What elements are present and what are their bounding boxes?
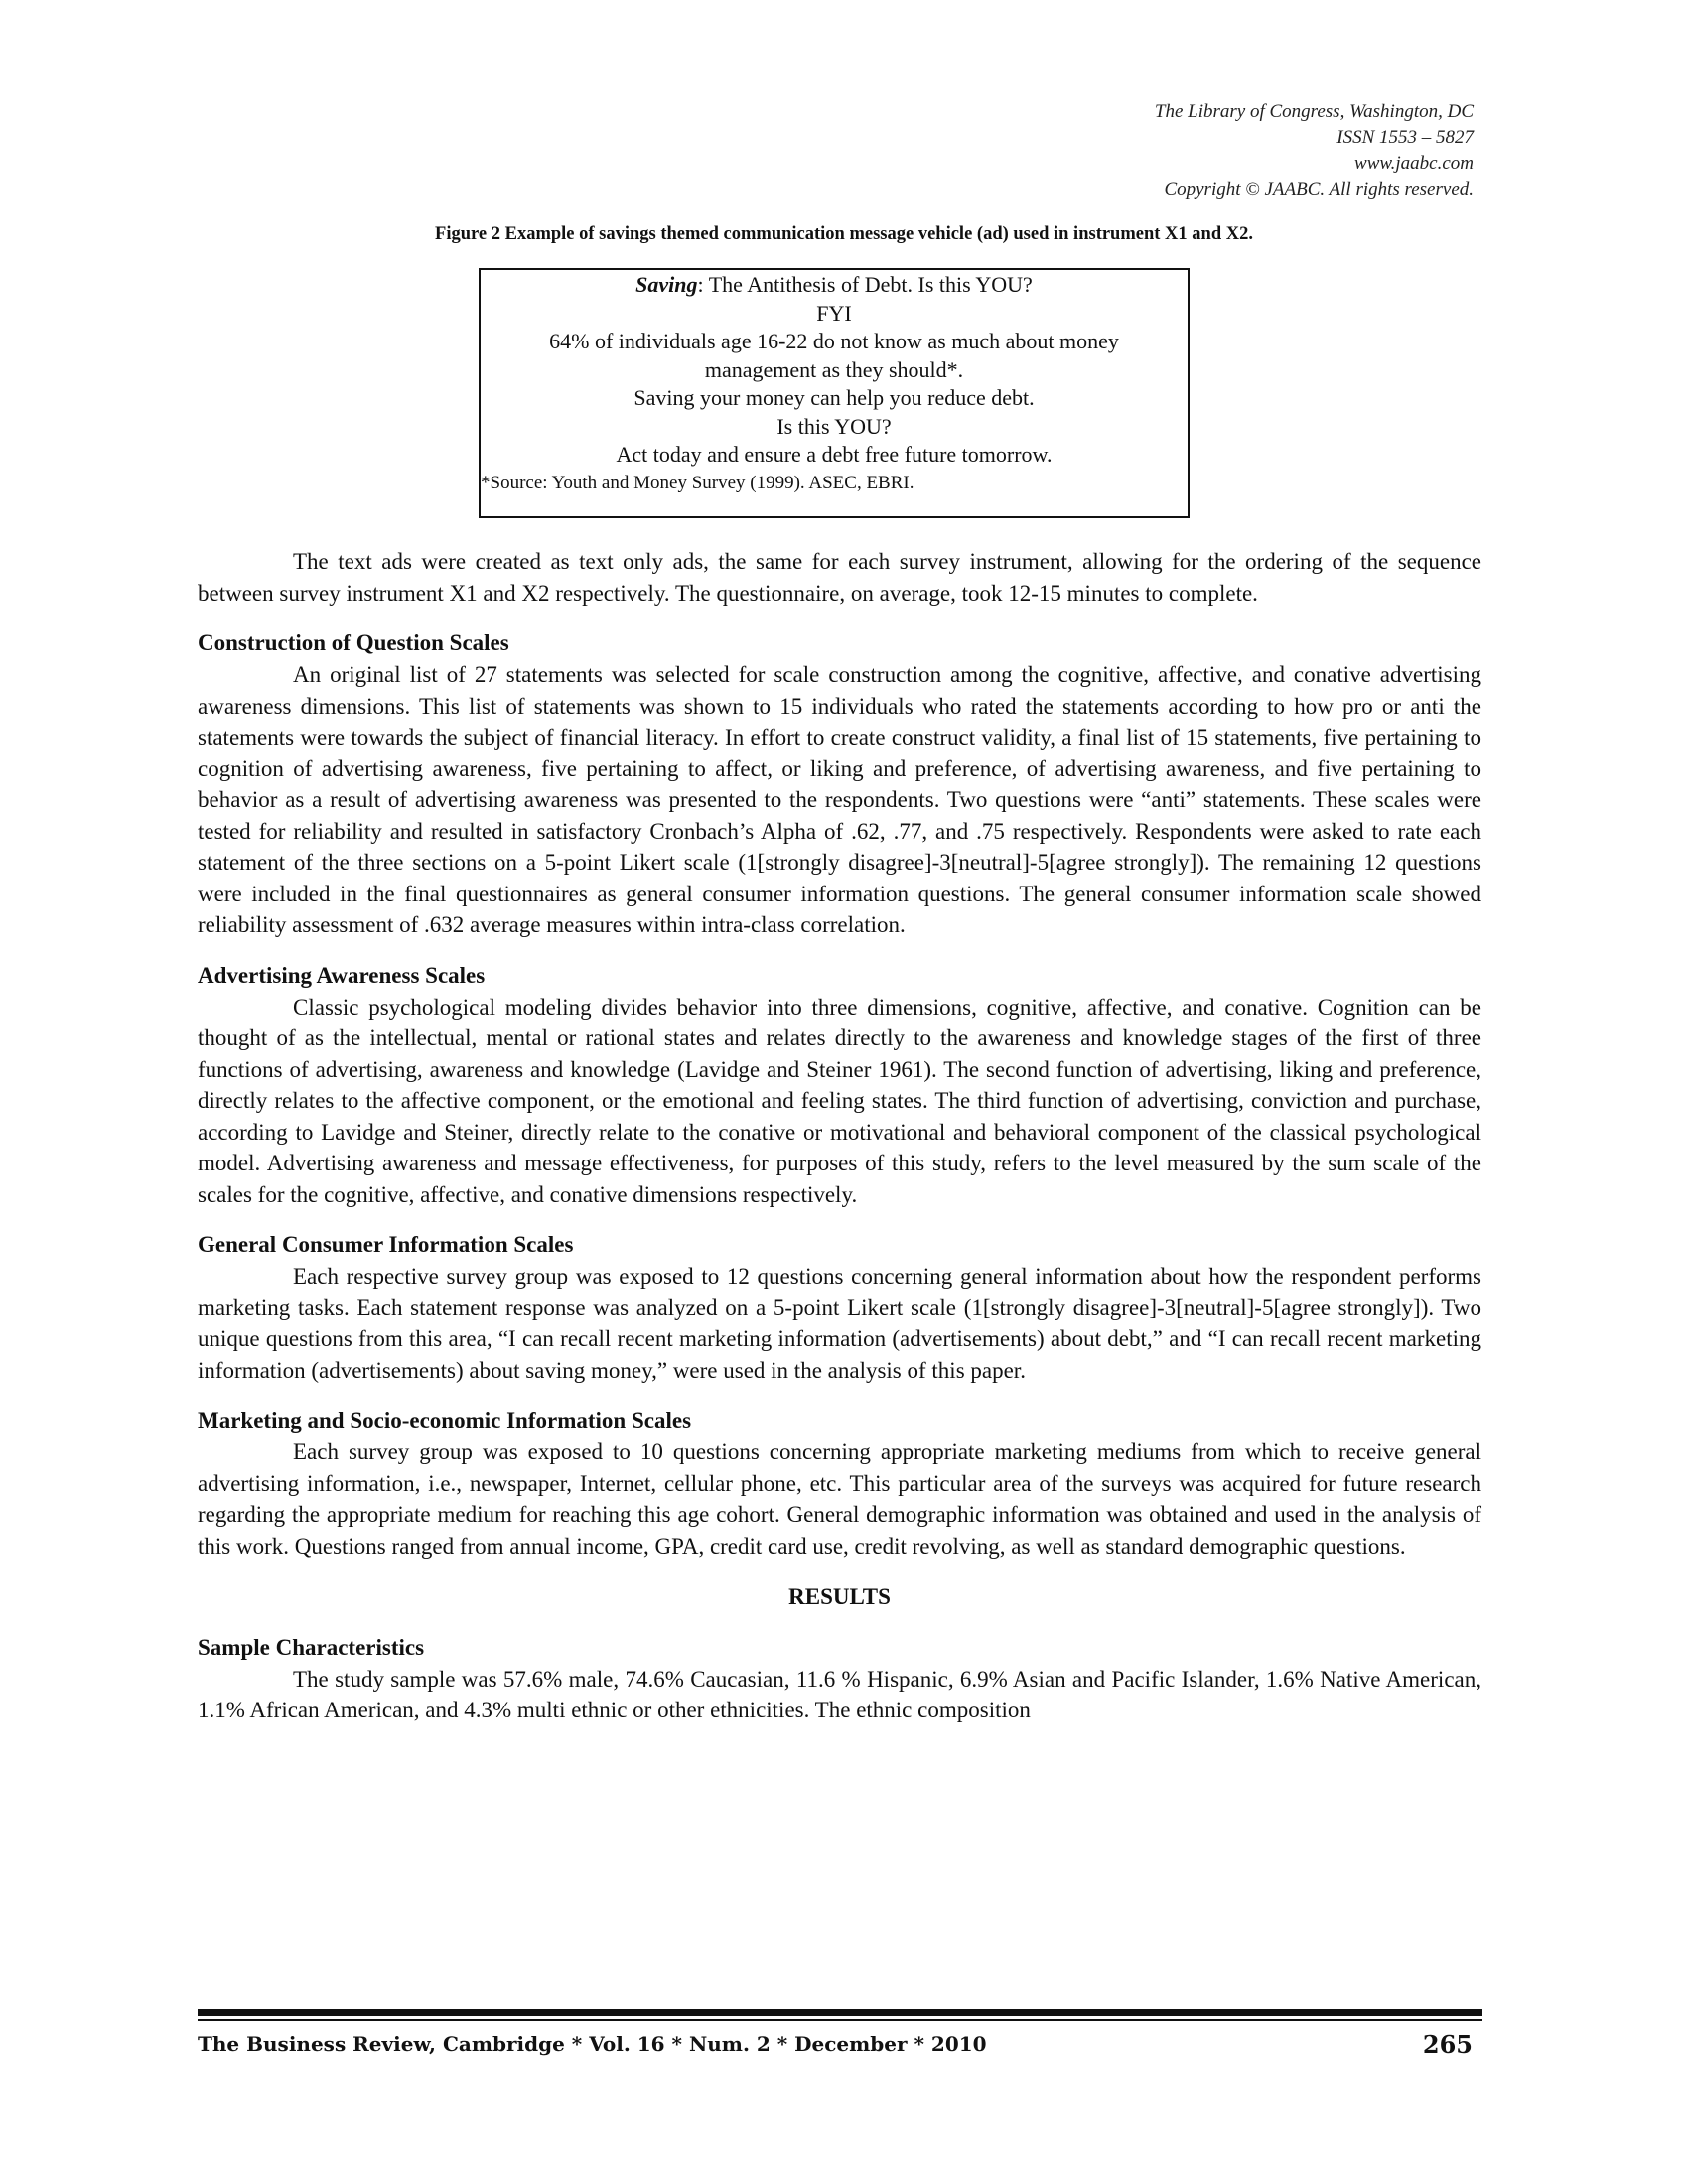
section-heading-awareness: Advertising Awareness Scales	[198, 962, 486, 988]
ad-line-action: Act today and ensure a debt free future tomorrow.	[616, 442, 1053, 467]
section-heading-marketing: Marketing and Socio-economic Information Scales	[198, 1408, 692, 1433]
ad-line-question: Is this YOU?	[776, 413, 892, 439]
paragraph-construction: An original list of 27 statements was selected for scale construction among the cognitive, affective, and conative advertising awareness dimensions. This list of statements was shown to 15 individuals who rated the statements according to how pro or anti the statements were towards the subject of financial literacy. In effort to create construct validity, a final list of 15 statements, five pertaining to cognition of advertising awareness, five pertaining to affect, or liking and preference, of advertising awareness, and five pertaining to behavior as a result of advertising awareness was presented to the respondents. Two questions were “anti” statements. These scales were tested for reliability and resulted in satisfactory Cronbach’s Alpha of .62, .77, and .75 respectively. Respondents were asked to rate each statement of the three sections on a 5-point Likert scale (1[strongly disagree]-3[neutral]-5[agree strongly]). The remaining 12 questions were included in the final questionnaires as general consumer information questions. The general consumer information scale showed reliability assessment of .632 average measures within intra-class correlation.	[198, 662, 1481, 937]
ad-example-box	[479, 268, 1190, 518]
footer-journal-citation: The Business Review, Cambridge * Vol. 16 * Num. 2 * December * 2010	[198, 2032, 987, 2056]
results-heading: RESULTS	[788, 1584, 891, 1609]
section-heading-consumer-info: General Consumer Information Scales	[198, 1232, 574, 1257]
header-line-library: The Library of Congress, Washington, DC	[1154, 101, 1474, 122]
section-heading-construction: Construction of Question Scales	[198, 630, 509, 655]
ad-line-fyi: FYI	[816, 300, 852, 326]
ad-line-saving: Saving your money can help you reduce debt.	[633, 385, 1035, 410]
header-line-copyright: Copyright © JAABC. All rights reserved.	[1164, 179, 1474, 200]
paragraph-consumer-info: Each respective survey group was exposed to 12 questions concerning general information about how the respondent performs marketing tasks. Each statement response was analyzed on a 5-point Likert scale (1[strongly disagree]-3[neutral]-5[agree strongly]). Two unique questions from this area, “I can recall recent marketing information (advertisements) about debt,” and “I can recall recent marketing information (advertisements) about saving money,” were used in the analysis of this paper.	[198, 1264, 1481, 1383]
journal-header	[1155, 99, 1474, 203]
header-line-issn: ISSN 1553 – 5827	[1336, 127, 1474, 148]
ad-line-stat: 64% of individuals age 16-22 do not know as much about money	[549, 329, 1119, 353]
ad-title-emphasis: Saving	[635, 272, 698, 297]
paragraph-sample: The study sample was 57.6% male, 74.6% Caucasian, 11.6 % Hispanic, 6.9% Asian and Pacific Islander, 1.6% Native American, 1.1% African American, and 4.3% multi ethnic or other ethnicities. The ethnic composition	[198, 1666, 1481, 1722]
ad-line-stat-cont: management as they should*.	[704, 356, 964, 382]
section-heading-sample: Sample Characteristics	[198, 1634, 425, 1660]
ad-source: *Source: Youth and Money Survey (1999). ASEC, EBRI.	[481, 472, 914, 493]
footer-thick-rule	[198, 2009, 1482, 2016]
footer-thin-rule	[198, 2019, 1482, 2021]
paragraph-awareness: Classic psychological modeling divides behavior into three dimensions, cognitive, affective, and conative. Cognition can be thought of as the intellectual, mental or rational states and relates directly to the awareness and knowledge stages of the first of three functions of advertising, awareness and knowledge (Lavidge and Steiner 1961). The second function of advertising, liking and preference, directly relates to the affective component, or the emotional and feeling states. The third function of advertising, conviction and purchase, according to Lavidge and Steiner, directly relate to the conative or motivational and behavioral component of the classical psychological model. Advertising awareness and message effectiveness, for purposes of this study, refers to the level measured by the sum scale of the scales for the cognitive, affective, and conative dimensions respectively.	[198, 994, 1481, 1207]
intro-paragraph: The text ads were created as text only ads, the same for each survey instrument, allowing for the ordering of the sequence between survey instrument X1 and X2 respectively. The questionnaire, on average, took 12-15 minutes to complete.	[198, 549, 1481, 606]
ad-title	[481, 271, 1188, 300]
page-number: 265	[1422, 2030, 1473, 2059]
article-body	[198, 546, 1481, 1726]
figure-caption: Figure 2 Example of savings themed communication message vehicle (ad) used in instrument X1 and X2.	[435, 224, 1253, 244]
ad-title-rest: : The Antithesis of Debt. Is this YOU?	[697, 272, 1033, 297]
paragraph-marketing: Each survey group was exposed to 10 questions concerning appropriate marketing mediums from which to receive general advertising information, i.e., newspaper, Internet, cellular phone, etc. This particular area of the surveys was acquired for future research regarding the appropriate medium for reaching this age cohort. General demographic information was obtained and used in the analysis of this work. Questions ranged from annual income, GPA, credit card use, credit revolving, as well as standard demographic questions.	[198, 1439, 1481, 1559]
header-line-website: www.jaabc.com	[1354, 153, 1474, 174]
